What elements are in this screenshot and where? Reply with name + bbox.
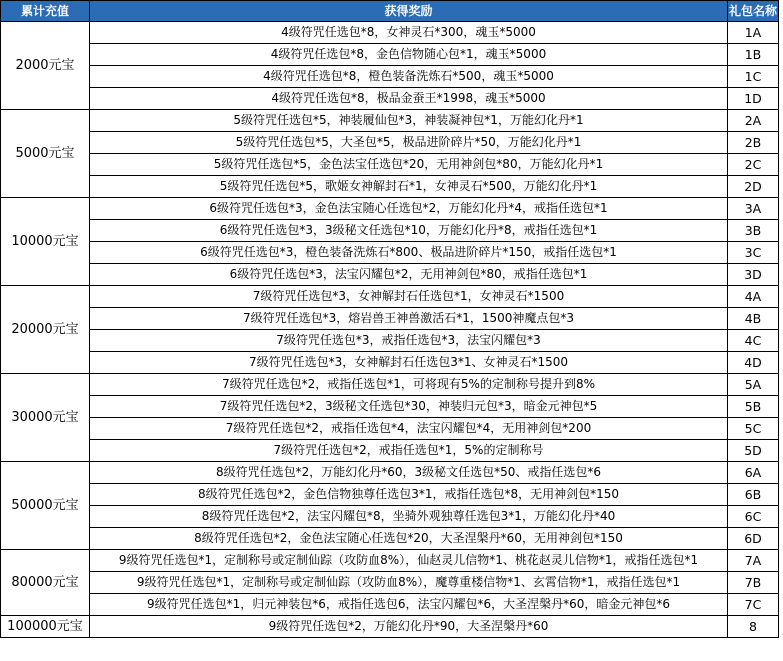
reward-cell: 7级符咒任选包*2，戒指任选包*4，法宝闪耀包*4，无用神剑包*200 <box>90 418 728 440</box>
table-row <box>1 528 779 550</box>
package-code-cell: 4B <box>728 308 779 330</box>
table-row <box>1 506 779 528</box>
package-code-cell: 7B <box>728 572 779 594</box>
package-code-cell: 5C <box>728 418 779 440</box>
table-row <box>1 616 779 638</box>
package-code-cell: 2B <box>728 132 779 154</box>
reward-cell: 4级符咒任选包*8，橙色装备洗炼石*500，魂玉*5000 <box>90 66 728 88</box>
header-code: 礼包名称 <box>728 1 779 22</box>
table-row <box>1 550 779 572</box>
package-code-cell: 6D <box>728 528 779 550</box>
package-code-cell: 3C <box>728 242 779 264</box>
table-row <box>1 198 779 220</box>
package-code-cell: 1C <box>728 66 779 88</box>
reward-cell: 8级符咒任选包*2，金色法宝随心任选包*20，大圣涅槃丹*60，无用神剑包*150 <box>90 528 728 550</box>
table-row <box>1 88 779 110</box>
reward-cell: 6级符咒任选包*3，橙色装备洗炼石*800、极品进阶碎片*150，戒指任选包*1 <box>90 242 728 264</box>
table-row <box>1 154 779 176</box>
table-row <box>1 374 779 396</box>
reward-cell: 4级符咒任选包*8，女神灵石*300，魂玉*5000 <box>90 22 728 44</box>
tier-cell: 5000元宝 <box>1 110 90 198</box>
table-row <box>1 572 779 594</box>
reward-cell: 9级符咒任选包*1，归元神装包*6，戒指任选包6，法宝闪耀包*6，大圣涅槃丹*60，暗金元神包*6 <box>90 594 728 616</box>
table-row <box>1 330 779 352</box>
table-row <box>1 396 779 418</box>
reward-cell: 7级符咒任选包*2，戒指任选包*1，5%的定制称号 <box>90 440 728 462</box>
tier-cell: 10000元宝 <box>1 198 90 286</box>
reward-cell: 7级符咒任选包*3，戒指任选包*3，法宝闪耀包*3 <box>90 330 728 352</box>
table-row <box>1 462 779 484</box>
reward-cell: 5级符咒任选包*5，神装履仙包*3，神装凝神包*1，万能幻化丹*1 <box>90 110 728 132</box>
package-code-cell: 1A <box>728 22 779 44</box>
package-code-cell: 2C <box>728 154 779 176</box>
table-row <box>1 44 779 66</box>
package-code-cell: 7C <box>728 594 779 616</box>
table-row <box>1 418 779 440</box>
table-body <box>1 22 779 638</box>
table-row <box>1 132 779 154</box>
reward-cell: 9级符咒任选包*1，定制称号或定制仙踪（攻防血8%），仙赵灵儿信物*1、桃花赵灵儿信物*1，戒指任选包*1 <box>90 550 728 572</box>
tier-cell: 20000元宝 <box>1 286 90 374</box>
package-code-cell: 4C <box>728 330 779 352</box>
reward-cell: 5级符咒任选包*5，歌姬女神解封石*1，女神灵石*500，万能幻化丹*1 <box>90 176 728 198</box>
table-row <box>1 264 779 286</box>
header-tier: 累计充值 <box>1 1 90 22</box>
table-row <box>1 308 779 330</box>
tier-cell: 2000元宝 <box>1 22 90 110</box>
package-code-cell: 7A <box>728 550 779 572</box>
reward-cell: 6级符咒任选包*3，金色法宝随心任选包*2，万能幻化丹*4，戒指任选包*1 <box>90 198 728 220</box>
table-row <box>1 352 779 374</box>
package-code-cell: 6A <box>728 462 779 484</box>
reward-cell: 7级符咒任选包*3，女神解封石任选包*1，女神灵石*1500 <box>90 286 728 308</box>
tier-cell: 100000元宝 <box>1 616 90 638</box>
reward-cell: 8级符咒任选包*2，法宝闪耀包*8，坐骑外观独尊任选包3*1，万能幻化丹*40 <box>90 506 728 528</box>
package-code-cell: 6C <box>728 506 779 528</box>
package-code-cell: 1D <box>728 88 779 110</box>
table-row <box>1 176 779 198</box>
package-code-cell: 3B <box>728 220 779 242</box>
reward-cell: 7级符咒任选包*3，女神解封石任选包3*1、女神灵石*1500 <box>90 352 728 374</box>
package-code-cell: 4D <box>728 352 779 374</box>
table-row <box>1 440 779 462</box>
tier-cell: 30000元宝 <box>1 374 90 462</box>
table-row <box>1 594 779 616</box>
reward-cell: 5级符咒任选包*5，大圣包*5，极品进阶碎片*50，万能幻化丹*1 <box>90 132 728 154</box>
table-row <box>1 220 779 242</box>
tier-cell: 80000元宝 <box>1 550 90 616</box>
reward-cell: 8级符咒任选包*2，万能幻化丹*60，3级秘文任选包*50、戒指任选包*6 <box>90 462 728 484</box>
table-row <box>1 22 779 44</box>
package-code-cell: 4A <box>728 286 779 308</box>
reward-cell: 7级符咒任选包*2，戒指任选包*1，可将现有5%的定制称号提升到8% <box>90 374 728 396</box>
table-row <box>1 66 779 88</box>
package-code-cell: 5B <box>728 396 779 418</box>
package-code-cell: 3A <box>728 198 779 220</box>
reward-cell: 5级符咒任选包*5，金色法宝任选包*20，无用神剑包*80，万能幻化丹*1 <box>90 154 728 176</box>
package-code-cell: 8 <box>728 616 779 638</box>
package-code-cell: 6B <box>728 484 779 506</box>
package-code-cell: 2D <box>728 176 779 198</box>
package-code-cell: 1B <box>728 44 779 66</box>
reward-cell: 9级符咒任选包*2，万能幻化丹*90，大圣涅槃丹*60 <box>90 616 728 638</box>
reward-cell: 6级符咒任选包*3，3级秘文任选包*10，万能幻化丹*8，戒指任选包*1 <box>90 220 728 242</box>
tier-cell: 50000元宝 <box>1 462 90 550</box>
package-code-cell: 2A <box>728 110 779 132</box>
table-row <box>1 286 779 308</box>
table-row <box>1 242 779 264</box>
table-row <box>1 484 779 506</box>
reward-cell: 4级符咒任选包*8，极品金蚕王*1998，魂玉*5000 <box>90 88 728 110</box>
header-row <box>1 1 779 22</box>
table-row <box>1 110 779 132</box>
reward-cell: 8级符咒任选包*2，金色信物独尊任选包3*1，戒指任选包*8，无用神剑包*150 <box>90 484 728 506</box>
reward-cell: 6级符咒任选包*3，法宝闪耀包*2，无用神剑包*80，戒指任选包*1 <box>90 264 728 286</box>
reward-cell: 7级符咒任选包*2，3级秘文任选包*30，神装归元包*3，暗金元神包*5 <box>90 396 728 418</box>
package-code-cell: 5A <box>728 374 779 396</box>
reward-cell: 9级符咒任选包*1，定制称号或定制仙踪（攻防血8%），魔尊重楼信物*1、玄霄信物*1，戒指任选包*1 <box>90 572 728 594</box>
header-reward: 获得奖励 <box>90 1 728 22</box>
reward-cell: 4级符咒任选包*8，金色信物随心包*1，魂玉*5000 <box>90 44 728 66</box>
reward-cell: 7级符咒任选包*3，熔岩兽王神兽激活石*1，1500神魔点包*3 <box>90 308 728 330</box>
package-code-cell: 5D <box>728 440 779 462</box>
package-code-cell: 3D <box>728 264 779 286</box>
